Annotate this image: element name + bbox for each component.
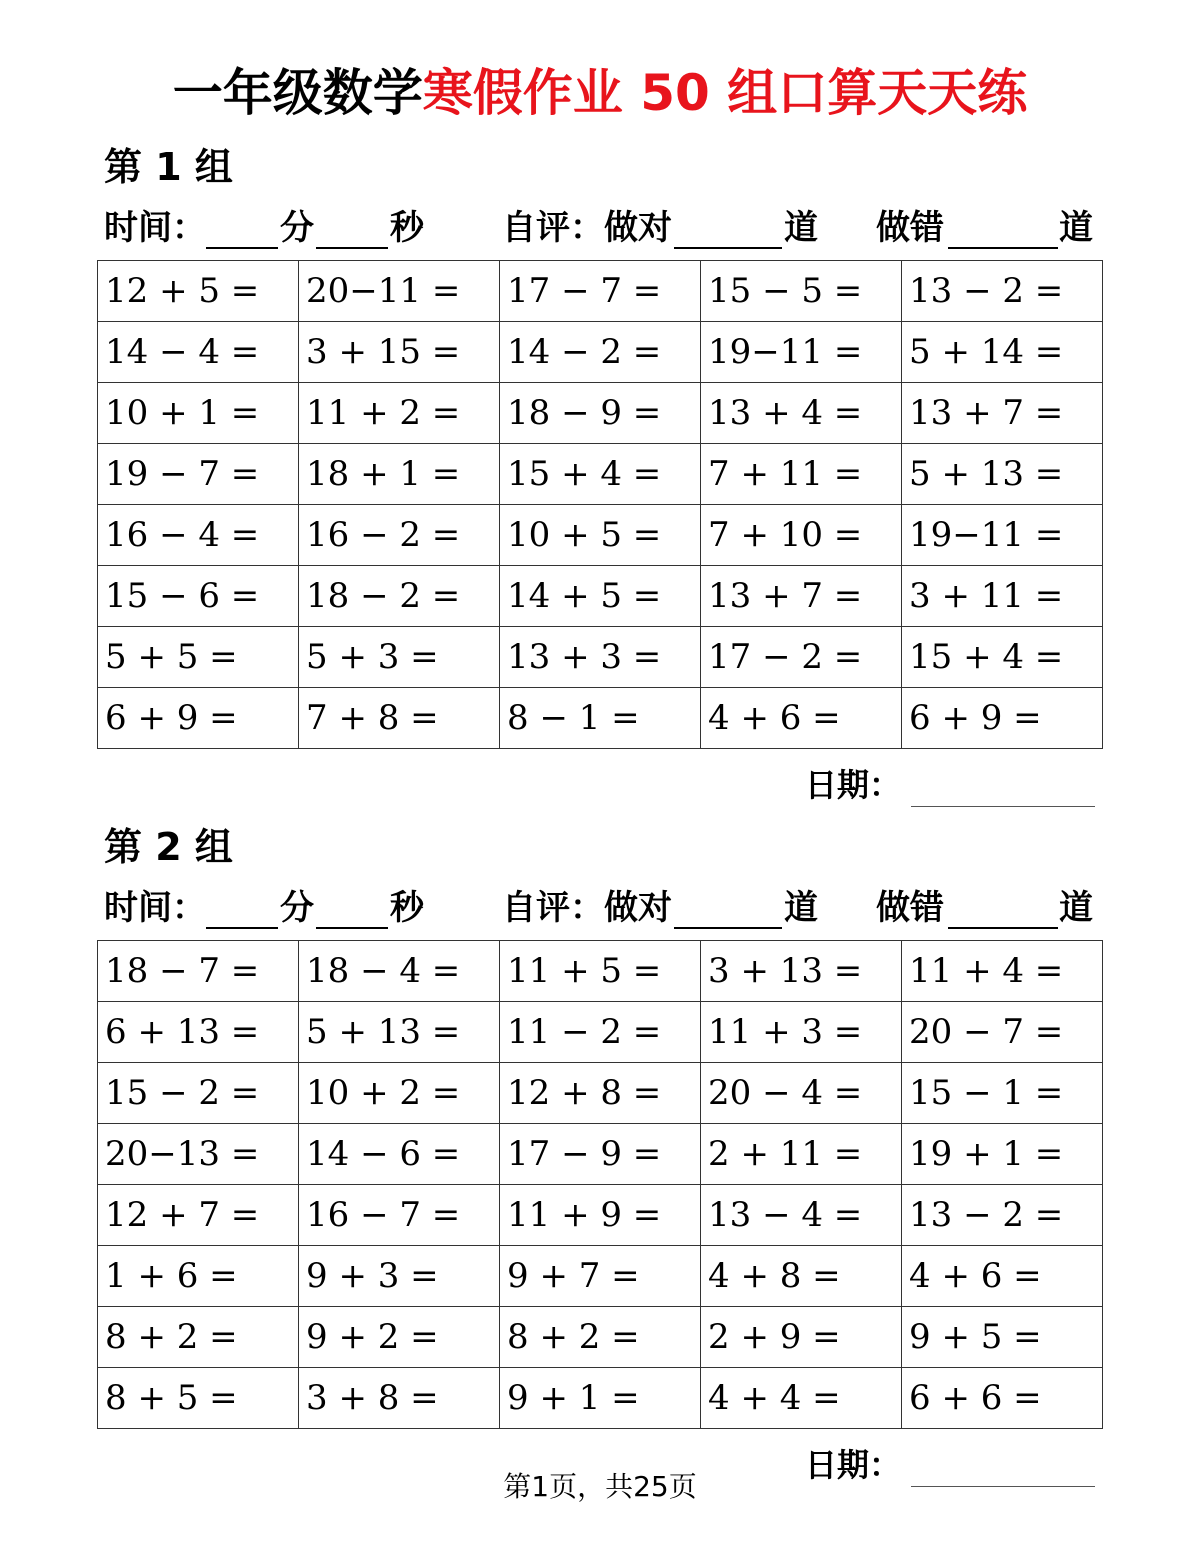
minutes-label: 分 (280, 208, 314, 248)
problem-cell[interactable]: 13 − 4 = (701, 1185, 902, 1246)
date-label: 日期： (805, 766, 902, 804)
problem-cell[interactable]: 19−11 = (701, 322, 902, 383)
problem-cell[interactable]: 17 − 2 = (701, 627, 902, 688)
group-1-info-row (104, 203, 1104, 253)
problem-cell[interactable]: 10 + 5 = (500, 505, 701, 566)
wrong-label: 做错 (876, 888, 944, 928)
problem-cell[interactable]: 8 − 1 = (500, 688, 701, 749)
problem-cell[interactable]: 7 + 8 = (299, 688, 500, 749)
problem-cell[interactable]: 14 − 2 = (500, 322, 701, 383)
problem-cell[interactable]: 2 + 11 = (701, 1124, 902, 1185)
group-2-title: 第 2 组 (104, 825, 233, 869)
problem-cell[interactable]: 5 + 5 = (98, 627, 299, 688)
problem-cell[interactable]: 4 + 4 = (701, 1368, 902, 1429)
problem-cell[interactable]: 1 + 6 = (98, 1246, 299, 1307)
problem-cell[interactable]: 3 + 13 = (701, 941, 902, 1002)
problem-cell[interactable]: 11 + 3 = (701, 1002, 902, 1063)
problem-cell[interactable]: 3 + 11 = (902, 566, 1103, 627)
problem-cell[interactable]: 19−11 = (902, 505, 1103, 566)
wrong-count-blank[interactable] (948, 927, 1058, 929)
problem-cell[interactable]: 4 + 6 = (902, 1246, 1103, 1307)
problem-cell[interactable]: 20 − 4 = (701, 1063, 902, 1124)
problem-cell[interactable]: 5 + 13 = (902, 444, 1103, 505)
table-row (98, 444, 1103, 505)
problem-cell[interactable]: 5 + 3 = (299, 627, 500, 688)
problem-cell[interactable]: 18 − 9 = (500, 383, 701, 444)
title-part-grade: 一年级数学 (172, 64, 423, 122)
problem-cell[interactable]: 11 + 5 = (500, 941, 701, 1002)
problem-cell[interactable]: 7 + 10 = (701, 505, 902, 566)
problem-cell[interactable]: 10 + 1 = (98, 383, 299, 444)
table-row (98, 261, 1103, 322)
problem-cell[interactable]: 9 + 1 = (500, 1368, 701, 1429)
seconds-label: 秒 (390, 208, 424, 248)
problem-cell[interactable]: 3 + 15 = (299, 322, 500, 383)
problem-cell[interactable]: 15 − 6 = (98, 566, 299, 627)
problem-cell[interactable]: 9 + 3 = (299, 1246, 500, 1307)
group-2-info-row (104, 883, 1104, 933)
problem-cell[interactable]: 13 + 4 = (701, 383, 902, 444)
problem-cell[interactable]: 18 + 1 = (299, 444, 500, 505)
problem-cell[interactable]: 11 + 4 = (902, 941, 1103, 1002)
problem-cell[interactable]: 5 + 13 = (299, 1002, 500, 1063)
problem-cell[interactable]: 20−11 = (299, 261, 500, 322)
problem-cell[interactable]: 8 + 2 = (98, 1307, 299, 1368)
problem-cell[interactable]: 10 + 2 = (299, 1063, 500, 1124)
problem-cell[interactable]: 9 + 2 = (299, 1307, 500, 1368)
group-1-date-row (805, 760, 1105, 810)
date-label: 日期： (805, 1446, 902, 1484)
table-row (98, 1124, 1103, 1185)
title-part-homework: 寒假作业 50 组口算天天练 (422, 64, 1028, 122)
problem-cell[interactable]: 16 − 2 = (299, 505, 500, 566)
group-2-problem-table (97, 940, 1103, 1429)
problem-cell[interactable]: 15 + 4 = (500, 444, 701, 505)
problem-cell[interactable]: 6 + 9 = (98, 688, 299, 749)
problem-cell[interactable]: 14 + 5 = (500, 566, 701, 627)
problem-cell[interactable]: 9 + 7 = (500, 1246, 701, 1307)
problem-cell[interactable]: 11 + 2 = (299, 383, 500, 444)
problem-cell[interactable]: 15 − 5 = (701, 261, 902, 322)
problem-cell[interactable]: 12 + 7 = (98, 1185, 299, 1246)
worksheet-title (0, 58, 1200, 128)
problem-cell[interactable]: 20−13 = (98, 1124, 299, 1185)
correct-unit-label: 道 (784, 888, 818, 928)
seconds-label: 秒 (390, 888, 424, 928)
table-row (98, 688, 1103, 749)
wrong-label: 做错 (876, 208, 944, 248)
group-1-problem-table (97, 260, 1103, 749)
seconds-blank[interactable] (316, 927, 388, 929)
problem-cell[interactable]: 5 + 14 = (902, 322, 1103, 383)
problem-cell[interactable]: 18 − 7 = (98, 941, 299, 1002)
wrong-count-blank[interactable] (948, 247, 1058, 249)
correct-count-blank[interactable] (674, 927, 782, 929)
correct-unit-label: 道 (784, 208, 818, 248)
table-row (98, 383, 1103, 444)
problem-cell[interactable]: 8 + 2 = (500, 1307, 701, 1368)
table-row (98, 627, 1103, 688)
problem-cell[interactable]: 11 − 2 = (500, 1002, 701, 1063)
problem-cell[interactable]: 13 − 2 = (902, 1185, 1103, 1246)
problem-cell[interactable]: 13 − 2 = (902, 261, 1103, 322)
problem-cell[interactable]: 8 + 5 = (98, 1368, 299, 1429)
table-row (98, 1246, 1103, 1307)
correct-count-blank[interactable] (674, 247, 782, 249)
time-label: 时间： (104, 888, 206, 928)
problem-cell[interactable]: 15 − 1 = (902, 1063, 1103, 1124)
problem-cell[interactable]: 19 − 7 = (98, 444, 299, 505)
problem-cell[interactable]: 6 + 6 = (902, 1368, 1103, 1429)
wrong-unit-label: 道 (1059, 208, 1093, 248)
problem-cell[interactable]: 20 − 7 = (902, 1002, 1103, 1063)
problem-cell[interactable]: 12 + 5 = (98, 261, 299, 322)
problem-cell[interactable]: 15 + 4 = (902, 627, 1103, 688)
seconds-blank[interactable] (316, 247, 388, 249)
table-row (98, 505, 1103, 566)
problem-cell[interactable]: 19 + 1 = (902, 1124, 1103, 1185)
table-row (98, 941, 1103, 1002)
table-row (98, 566, 1103, 627)
wrong-unit-label: 道 (1059, 888, 1093, 928)
date-blank[interactable] (911, 806, 1095, 807)
table-row (98, 1002, 1103, 1063)
problem-cell[interactable]: 9 + 5 = (902, 1307, 1103, 1368)
problem-cell[interactable]: 3 + 8 = (299, 1368, 500, 1429)
problem-cell[interactable]: 7 + 11 = (701, 444, 902, 505)
table-row (98, 1368, 1103, 1429)
problem-cell[interactable]: 13 + 7 = (701, 566, 902, 627)
problem-cell[interactable]: 14 − 4 = (98, 322, 299, 383)
table-row (98, 1307, 1103, 1368)
self-eval-label: 自评：做对 (502, 208, 672, 248)
group-1-title: 第 1 组 (104, 145, 233, 189)
minutes-label: 分 (280, 888, 314, 928)
problem-cell[interactable]: 12 + 8 = (500, 1063, 701, 1124)
problem-cell[interactable]: 18 − 4 = (299, 941, 500, 1002)
problem-cell[interactable]: 2 + 9 = (701, 1307, 902, 1368)
table-row (98, 1185, 1103, 1246)
problem-cell[interactable]: 13 + 7 = (902, 383, 1103, 444)
table-row (98, 1063, 1103, 1124)
problem-cell[interactable]: 15 − 2 = (98, 1063, 299, 1124)
minutes-blank[interactable] (206, 927, 278, 929)
problem-cell[interactable]: 18 − 2 = (299, 566, 500, 627)
problem-cell[interactable]: 11 + 9 = (500, 1185, 701, 1246)
minutes-blank[interactable] (206, 247, 278, 249)
problem-cell[interactable]: 6 + 9 = (902, 688, 1103, 749)
self-eval-label: 自评：做对 (502, 888, 672, 928)
page-footer: 第1页，共25页 (503, 1470, 697, 1503)
problem-cell[interactable]: 16 − 7 = (299, 1185, 500, 1246)
problem-cell[interactable]: 17 − 7 = (500, 261, 701, 322)
time-label: 时间： (104, 208, 206, 248)
problem-cell[interactable]: 14 − 6 = (299, 1124, 500, 1185)
problem-cell[interactable]: 17 − 9 = (500, 1124, 701, 1185)
problem-cell[interactable]: 16 − 4 = (98, 505, 299, 566)
problem-cell[interactable]: 6 + 13 = (98, 1002, 299, 1063)
problem-cell[interactable]: 13 + 3 = (500, 627, 701, 688)
table-row (98, 322, 1103, 383)
problem-cell[interactable]: 4 + 6 = (701, 688, 902, 749)
problem-cell[interactable]: 4 + 8 = (701, 1246, 902, 1307)
